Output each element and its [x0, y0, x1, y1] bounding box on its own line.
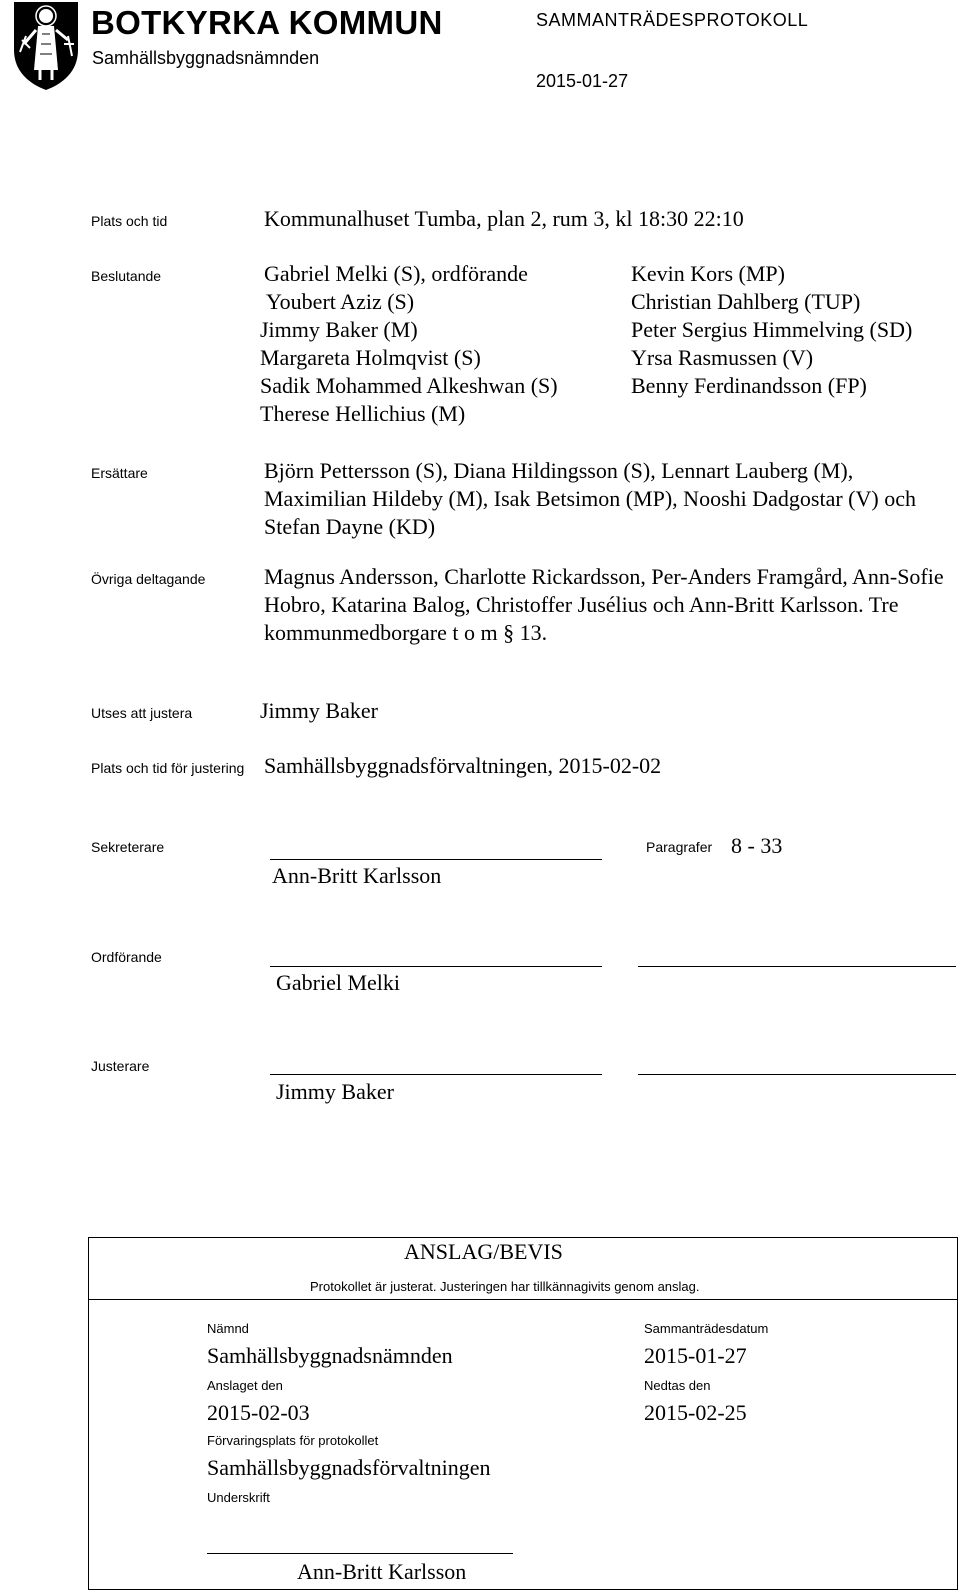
paragraphs-value: 8 - 33	[731, 833, 783, 858]
decision-maker-right: Yrsa Rasmussen (V)	[631, 345, 814, 370]
adjuster-name: Jimmy Baker	[276, 1079, 394, 1104]
removed-value: 2015-02-25	[644, 1400, 747, 1425]
place-value: Kommunalhuset Tumba, plan 2, rum 3, kl 18:30 22:10	[264, 206, 744, 231]
municipal-coat-of-arms-logo	[10, 0, 82, 92]
signature-label: Underskrift	[207, 1490, 270, 1505]
other-participants-label: Övriga deltagande	[91, 571, 206, 587]
chair-name: Gabriel Melki	[276, 970, 401, 995]
substitutes-value: Björn Pettersson (S), Diana Hildingsson (S), Lennart Lauberg (M), Maximilian Hildeby (M), Isak Betsimon (MP), Nooshi Dadgostar (V) och Stefan Dayne (KD)	[264, 458, 916, 539]
adjustment-place-label: Plats och tid för justering	[91, 760, 245, 776]
meeting-date-label: Sammanträdesdatum	[644, 1321, 769, 1336]
notice-divider	[88, 1299, 957, 1300]
storage-label: Förvaringsplats för protokollet	[207, 1433, 379, 1448]
decision-maker-right: Kevin Kors (MP)	[631, 261, 785, 286]
chair-second-signature-line	[638, 966, 956, 967]
adjuster-second-signature-line	[638, 1074, 956, 1075]
decision-maker-left: Jimmy Baker (M)	[260, 317, 418, 342]
decision-maker-left: Therese Hellichius (M)	[260, 401, 466, 426]
decision-maker-right: Benny Ferdinandsson (FP)	[631, 373, 867, 398]
other-participants-value: Magnus Andersson, Charlotte Rickardsson, Per-Anders Framgård, Ann-Sofie Hobro, Katarina Balog, Christoffer Jusélius och Ann-Britt Karlsson. Tre kommunmedborgare t o m § 13.	[264, 564, 944, 645]
committee-value: Samhällsbyggnadsnämnden	[207, 1343, 453, 1368]
document-date: 2015-01-27	[536, 71, 629, 91]
decision-maker-left: Youbert Aziz (S)	[266, 289, 415, 314]
document-type: SAMMANTRÄDESPROTOKOLL	[536, 10, 809, 30]
posted-label: Anslaget den	[207, 1378, 283, 1393]
adjuster-signature-line	[270, 1074, 602, 1075]
decision-maker-right: Peter Sergius Himmelving (SD)	[631, 317, 913, 342]
storage-value: Samhällsbyggnadsförvaltningen	[207, 1455, 491, 1480]
signature-name: Ann-Britt Karlsson	[297, 1559, 467, 1584]
adjuster-appointed-label: Utses att justera	[91, 705, 193, 721]
substitutes-label: Ersättare	[91, 465, 148, 481]
committee-name: Samhällsbyggnadsnämnden	[92, 48, 320, 68]
decision-maker-left: Margareta Holmqvist (S)	[260, 345, 481, 370]
decision-makers-label: Beslutande	[91, 268, 162, 284]
chair-label: Ordförande	[91, 949, 162, 965]
notice-title: ANSLAG/BEVIS	[404, 1239, 563, 1264]
notice-box	[88, 1237, 958, 1590]
organization-name: BOTKYRKA KOMMUN	[91, 4, 443, 41]
secretary-label: Sekreterare	[91, 839, 165, 855]
place-label: Plats och tid	[91, 213, 168, 229]
adjuster-appointed-value: Jimmy Baker	[260, 698, 378, 723]
paragraphs-label: Paragrafer	[646, 839, 713, 855]
notice-signature-line	[207, 1553, 513, 1554]
decision-maker-left: Gabriel Melki (S), ordförande	[264, 261, 528, 286]
meeting-date-value: 2015-01-27	[644, 1343, 747, 1368]
removed-label: Nedtas den	[644, 1378, 711, 1393]
notice-statement: Protokollet är justerat. Justeringen har tillkännagivits genom anslag.	[310, 1279, 700, 1294]
chair-signature-line	[270, 966, 602, 967]
decision-maker-right: Christian Dahlberg (TUP)	[631, 289, 861, 314]
posted-value: 2015-02-03	[207, 1400, 310, 1425]
adjustment-place-value: Samhällsbyggnadsförvaltningen, 2015-02-02	[264, 753, 662, 778]
committee-label: Nämnd	[207, 1321, 249, 1336]
secretary-name: Ann-Britt Karlsson	[272, 863, 442, 888]
adjuster-label: Justerare	[91, 1058, 150, 1074]
secretary-signature-line	[270, 859, 602, 860]
decision-maker-left: Sadik Mohammed Alkeshwan (S)	[260, 373, 558, 398]
